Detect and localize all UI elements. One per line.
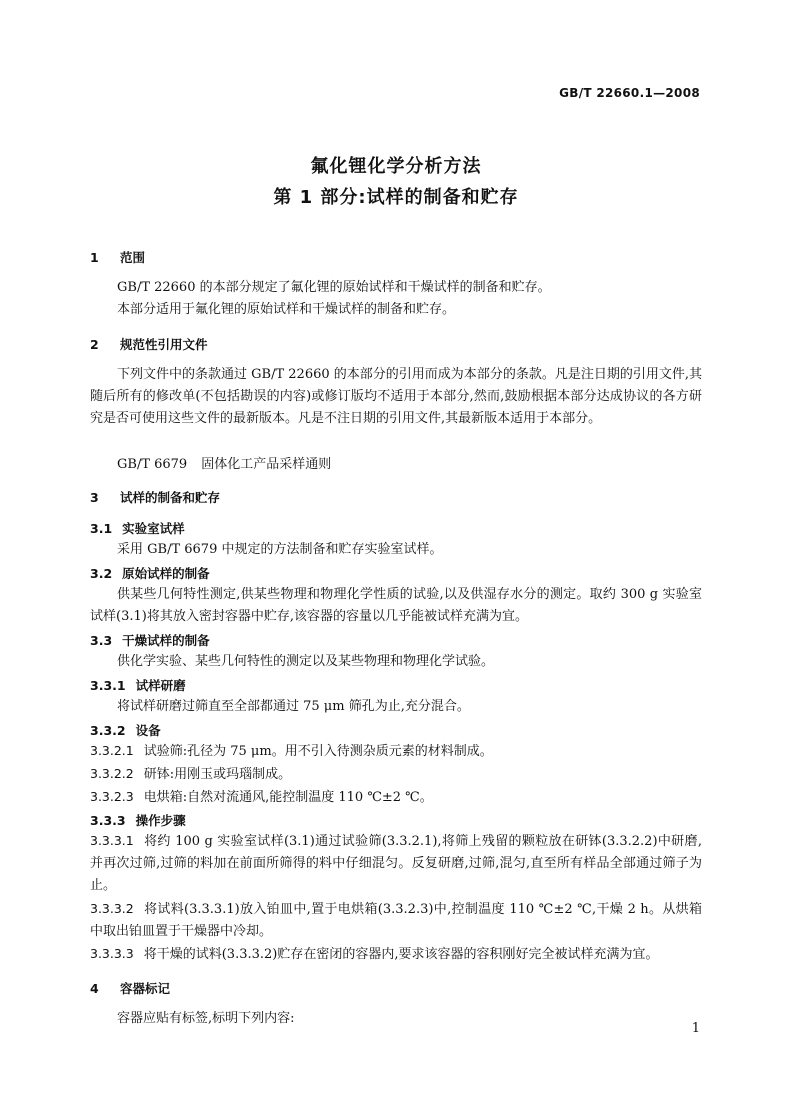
clause-3-3-3-1 — [90, 830, 702, 897]
reference-title: 固体化工产品采样通则 — [201, 457, 332, 472]
subsection-number: 3.3 — [90, 633, 113, 648]
clause-number: 3.3.2.1 — [90, 743, 134, 758]
subsection-number: 3.3.2 — [90, 723, 126, 738]
clause-text: 将约 100 g 实验室试样(3.1)通过试验筛(3.3.2.1),将筛上残留的颗粒放在研钵(3.3.2.2)中研磨,并再次过筛,过筛的料加在前面所筛得的料中仔细混匀。反复研磨,过筛,混匀,直至所有样品全部通过筛子为止。 — [90, 834, 702, 893]
section-4-heading — [90, 979, 170, 997]
subsection-3-3-1-heading — [90, 676, 186, 694]
subsection-title: 原始试样的制备 — [122, 566, 210, 581]
subsection-3-1-heading — [90, 519, 185, 537]
subsection-3-2-heading — [90, 564, 210, 582]
paragraph: 下列文件中的条款通过 GB/T 22660 的本部分的引用而成为本部分的条款。凡是注日期的引用文件,其随后所有的修改单(不包括勘误的内容)或修订版均不适用于本部分,然而,鼓励根据本部分达成协议的各方研究是否可使用这些文件的最新版本。凡是不注日期的引用文件,其最新版本适用于本部分。 — [90, 367, 702, 426]
paragraph: 采用 GB/T 6679 中规定的方法制备和贮存实验室试样。 — [117, 542, 443, 557]
normative-reference — [117, 453, 331, 472]
section-number: 2 — [90, 337, 99, 352]
clause-3-3-2-2 — [90, 763, 702, 786]
paragraph: GB/T 22660 的本部分规定了氟化锂的原始试样和干燥试样的制备和贮存。 — [117, 280, 551, 295]
paragraph: 本部分适用于氟化锂的原始试样和干燥试样的制备和贮存。 — [117, 302, 456, 317]
clause-text: 试验筛:孔径为 75 μm。用不引入待测杂质元素的材料制成。 — [143, 744, 493, 759]
clause-3-3-3-3 — [90, 943, 702, 966]
section-title: 容器标记 — [120, 981, 171, 996]
standard-number: GB/T 22660.1—2008 — [559, 86, 700, 100]
document-title: 氟化锂化学分析方法 — [310, 156, 482, 177]
subsection-3-3-heading — [90, 631, 210, 649]
paragraph: 供化学实验、某些几何特性的测定以及某些物理和物理化学试验。 — [117, 654, 495, 669]
section-number: 3 — [90, 490, 99, 505]
section-title: 范围 — [120, 250, 146, 265]
subsection-number: 3.1 — [90, 521, 113, 536]
clause-3-3-3-2 — [90, 898, 702, 943]
document-subtitle: 第 1 部分:试样的制备和贮存 — [273, 187, 519, 208]
subsection-title: 干燥试样的制备 — [122, 633, 210, 648]
clause-3-3-2-3 — [90, 786, 702, 809]
reference-code: GB/T 6679 — [117, 457, 188, 472]
clause-text: 研钵:用刚玉或玛瑙制成。 — [143, 767, 292, 782]
paragraph: 容器应贴有标签,标明下列内容: — [117, 1011, 295, 1026]
clause-number: 3.3.2.2 — [90, 766, 134, 781]
clause-text: 将试料(3.3.3.1)放入铂皿中,置于电烘箱(3.3.2.3)中,控制温度 110 ℃±2 ℃,干燥 2 h。从烘箱中取出铂皿置于干燥器中冷却。 — [90, 902, 702, 939]
section-1-heading — [90, 248, 145, 266]
page-number: 1 — [691, 1021, 700, 1036]
section-number: 1 — [90, 250, 99, 265]
subsection-title: 实验室试样 — [122, 521, 185, 536]
subsection-title: 操作步骤 — [135, 813, 186, 828]
section-3-heading — [90, 488, 220, 506]
clause-text: 电烘箱:自然对流通风,能控制温度 110 ℃±2 ℃。 — [143, 790, 433, 805]
subsection-number: 3.3.3 — [90, 813, 126, 828]
clause-number: 3.3.3.1 — [90, 833, 134, 848]
clause-number: 3.3.2.3 — [90, 789, 134, 804]
section-number: 4 — [90, 981, 99, 996]
section-title: 规范性引用文件 — [120, 337, 208, 352]
paragraph: 将试样研磨过筛直至全部都通过 75 μm 筛孔为止,充分混合。 — [117, 699, 470, 714]
subsection-title: 试样研磨 — [135, 678, 186, 693]
subsection-3-3-2-heading — [90, 721, 161, 739]
clause-3-3-2-1 — [90, 740, 702, 763]
paragraph: 供某些几何特性测定,供某些物理和物理化学性质的试验,以及供湿存水分的测定。取约 300 g 实验室试样(3.1)将其放入密封容器中贮存,该容器的容量以几乎能被试样充满为宜。 — [90, 587, 702, 624]
clause-number: 3.3.3.2 — [90, 901, 134, 916]
clause-number: 3.3.3.3 — [90, 946, 134, 961]
subsection-number: 3.3.1 — [90, 678, 126, 693]
section-2-heading — [90, 335, 208, 353]
subsection-number: 3.2 — [90, 566, 113, 581]
section-title: 试样的制备和贮存 — [120, 490, 221, 505]
clause-text: 将干燥的试料(3.3.3.2)贮存在密闭的容器内,要求该容器的容积刚好完全被试样充满为宜。 — [143, 947, 659, 962]
subsection-title: 设备 — [135, 723, 161, 738]
subsection-3-3-3-heading — [90, 811, 186, 829]
